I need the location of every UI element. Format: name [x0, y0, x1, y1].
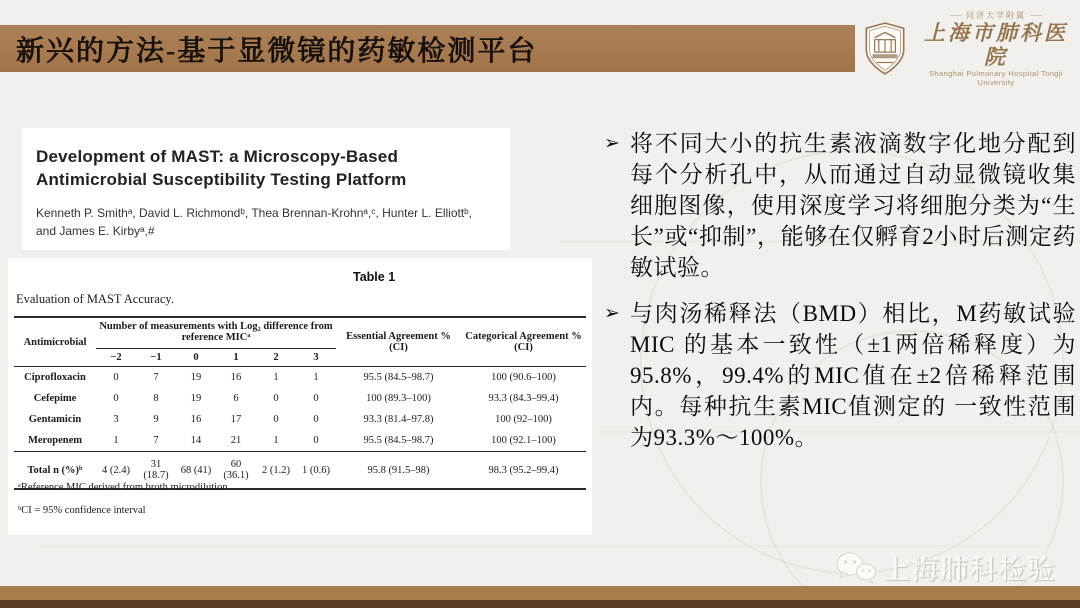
categorical-agreement-cell: 98.3 (95.2–99.4): [488, 464, 559, 476]
diff-count-cell: 1: [313, 372, 319, 383]
diff-count-cell: 0: [313, 393, 319, 404]
diff-col-header: 1: [233, 352, 239, 363]
diff-count-cell: 68 (41): [180, 464, 212, 476]
diff-count-cell: 1: [113, 435, 119, 446]
essential-agreement-cell: 93.3 (81.4–97.8): [363, 414, 434, 425]
diff-count-cell: 16: [190, 414, 202, 425]
table-body: [14, 367, 586, 452]
diff-count-cell: 0: [273, 393, 279, 404]
row-header-antimicrobial: Ciprofloxacin: [24, 372, 86, 383]
table-row: [14, 388, 586, 409]
table-header: [14, 317, 586, 367]
table-row: [14, 430, 586, 452]
diff-count-cell: 0: [113, 372, 119, 383]
table-row: [14, 409, 586, 430]
diff-count-cell: 1: [273, 435, 279, 446]
wechat-icon: [835, 551, 877, 585]
table-caption: Table 1: [353, 270, 396, 284]
hospital-name: 上海市肺科医院: [924, 20, 1068, 69]
diff-count-cell: 9: [153, 414, 159, 425]
diff-count-cell: 3: [113, 414, 119, 425]
table-card: [8, 258, 592, 535]
diff-col-header: −2: [110, 352, 122, 363]
footer-band-dark: [0, 600, 1080, 608]
essential-agreement-cell: 95.5 (84.5–98.7): [363, 435, 434, 446]
wechat-watermark: [835, 548, 1057, 587]
slide-title: 新兴的方法-基于显微镜的药敏检测平台: [16, 35, 538, 67]
diff-col-header: −1: [150, 352, 162, 363]
diff-count-cell: 21: [230, 435, 242, 446]
diff-count-cell: 1: [273, 372, 279, 383]
wechat-account-name: 上海肺科检验: [883, 555, 1057, 585]
hospital-logo-text: [918, 11, 1074, 88]
categorical-agreement-cell: 100 (92.1–100): [491, 435, 556, 446]
diff-count-cell: 16: [230, 372, 242, 383]
essential-agreement-cell: 95.8 (91.5–98): [367, 464, 430, 476]
column-header-categorical-agreement: Categorical Agreement % (CI): [465, 331, 582, 353]
column-group-header: Number of measurements with Log₂ difference from reference MICᵃ: [96, 317, 336, 349]
row-header-antimicrobial: Gentamicin: [28, 414, 82, 425]
diff-col-header: 0: [193, 352, 199, 363]
bullet-list: [604, 128, 1076, 468]
footnote: ᵃReference MIC derived from broth microdilution: [18, 482, 228, 493]
diff-count-cell: 0: [313, 435, 319, 446]
categorical-agreement-cell: 100 (90.6–100): [491, 372, 556, 383]
categorical-agreement-cell: 93.3 (84.3–99.4): [488, 393, 559, 404]
diff-count-cell: 8: [153, 393, 159, 404]
table-row: [14, 367, 586, 389]
footnote: ᵇCI = 95% confidence interval: [18, 505, 146, 517]
diff-col-header: 3: [313, 352, 319, 363]
categorical-agreement-cell: 100 (92–100): [495, 414, 552, 425]
row-header-total: Total n (%)ᵇ: [27, 464, 83, 476]
row-header-antimicrobial: Cefepime: [33, 393, 77, 404]
column-header-antimicrobial: Antimicrobial: [23, 336, 87, 348]
essential-agreement-cell: 100 (89.3–100): [366, 393, 431, 404]
diff-count-cell: 0: [273, 414, 279, 425]
diff-count-cell: 6: [233, 393, 239, 404]
diff-count-cell: 60 (36.1): [223, 459, 249, 481]
diff-count-cell: 17: [230, 414, 242, 425]
diff-count-cell: 4 (2.4): [102, 464, 130, 476]
row-header-antimicrobial: Meropenem: [27, 435, 83, 446]
hospital-name-english: Shanghai Pulmonary Hospital Tongji University: [929, 69, 1063, 87]
table-footnotes: [18, 476, 228, 522]
paper-title-card: [22, 128, 510, 250]
diff-count-cell: 0: [113, 393, 119, 404]
bullet-item: [604, 298, 1076, 453]
hospital-emblem-icon: [860, 21, 910, 77]
diff-count-cell: 7: [153, 435, 159, 446]
footer-band-tan: [0, 586, 1080, 600]
essential-agreement-cell: 95.5 (84.5–98.7): [363, 372, 434, 383]
diff-count-cell: 0: [313, 414, 319, 425]
mast-accuracy-table: [14, 316, 586, 490]
bullet-text: 将不同大小的抗生素液滴数字化地分配到每个分析孔中，从而通过自动显微镜收集细胞图像，使用深度学习将细胞分类为“生长”或“抑制”，能够在仅孵育2小时后测定药敏试验。: [630, 131, 1076, 280]
bullet-arrow-icon: ➢: [604, 133, 620, 154]
hospital-affiliation: ── 同济大学附属 ──: [950, 10, 1042, 20]
bullet-text: 与肉汤稀释法（BMD）相比，M药敏试验 MIC 的基本一致性（±1两倍稀释度）为95.8%，99.4%的MIC值在±2倍稀释范围内。每种抗生素MIC值测定的 一致性范围为93.3%～100%。: [630, 301, 1076, 450]
hospital-logo: [860, 10, 1074, 87]
diff-count-cell: 1 (0.6): [302, 464, 330, 476]
bullet-arrow-icon: ➢: [604, 303, 620, 324]
paper-authors: Kenneth P. Smithᵃ, David L. Richmondᵇ, Thea Brennan-Krohnᵃ,ᶜ, Hunter L. Elliottᵇ, and James E. Kirbyᵃ,#: [36, 205, 473, 238]
diff-count-cell: 19: [190, 372, 202, 383]
column-header-essential-agreement: Essential Agreement % (CI): [346, 331, 451, 353]
bullet-item: [604, 128, 1076, 283]
diff-count-cell: 2 (1.2): [262, 464, 290, 476]
table-subtitle: Evaluation of MAST Accuracy.: [16, 292, 174, 306]
paper-title: Development of MAST: a Microscopy-Based Antimicrobial Susceptibility Testing Platform: [36, 147, 407, 189]
diff-count-cell: 14: [190, 435, 202, 446]
diff-col-header: 2: [273, 352, 279, 363]
diff-count-cell: 19: [190, 393, 202, 404]
diff-count-cell: 7: [153, 372, 159, 383]
title-bar: [0, 25, 855, 72]
diff-count-cell: 31 (18.7): [143, 459, 169, 481]
